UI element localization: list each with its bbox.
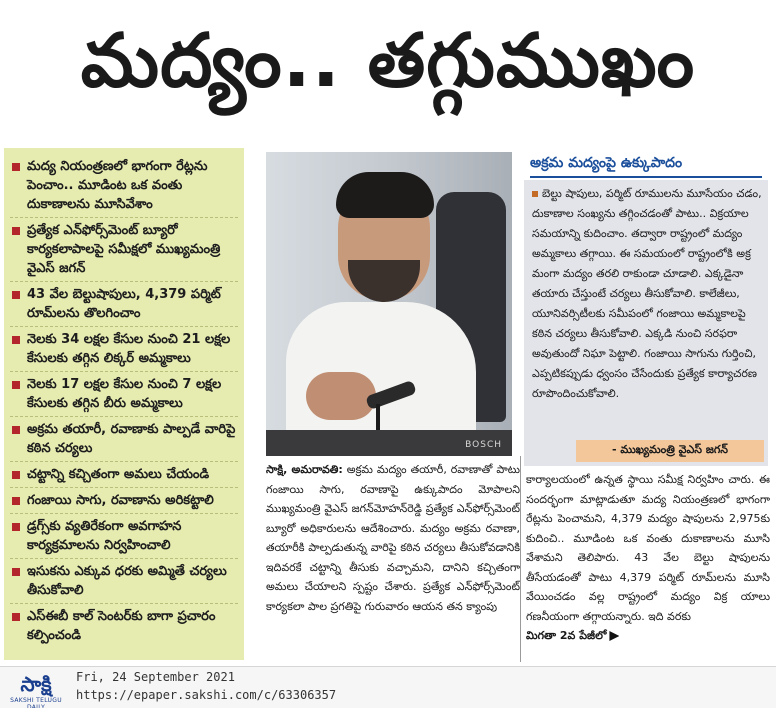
- bullet-icon: [12, 497, 20, 505]
- column-divider: [520, 456, 521, 662]
- highlight-item: [10, 604, 238, 648]
- bullet-icon: [12, 227, 20, 235]
- photo-hand: [306, 372, 376, 420]
- logo-wordmark: సాక్షి: [20, 672, 52, 696]
- sakshi-logo[interactable]: [4, 671, 68, 708]
- highlight-text: నెలకు 34 లక్షల కేసుల నుంచి 21 లక్షల కేసులకు తగ్గిన లిక్కర్ అమ్మకాలు: [27, 332, 231, 366]
- epaper-url[interactable]: https://epaper.sakshi.com/c/63306357: [76, 688, 337, 702]
- bullet-icon: [12, 523, 20, 531]
- highlight-text: డ్రగ్స్‌కు వ్యతిరేకంగా అవగాహన కార్యక్రమాలను నిర్వహించాలి: [27, 519, 182, 553]
- highlight-item: [10, 462, 238, 488]
- bullet-icon: [12, 613, 20, 621]
- continued-link[interactable]: [526, 626, 770, 646]
- continued-text: మిగతా 2వ పేజీలో: [526, 629, 607, 642]
- bullet-icon: [12, 291, 20, 299]
- highlight-item: [10, 372, 238, 417]
- highlight-item: [10, 488, 238, 514]
- bullet-icon: [12, 471, 20, 479]
- bullet-icon: [12, 381, 20, 389]
- arrow-right-icon: [609, 631, 619, 641]
- quote-signature: - ముఖ్యమంత్రి వైఎస్ జగన్: [611, 443, 729, 456]
- footer-bar: [0, 666, 776, 708]
- highlight-text: ప్రత్యేక ఎన్‌ఫోర్స్‌మెంట్ బ్యూరో కార్యకలాపాలపై సమీక్షలో ముఖ్యమంత్రి వైఎస్ జగన్: [27, 223, 221, 276]
- quote-body: బెల్టు షాపులు, పర్మిట్ రూములను మూసేయం చడం, దుకాణాల సంఖ్యను తగ్గించడంతో పాటు.. విక్రయాల సమయాన్ని కుదించాం. తద్వారా రాష్ట్రంలో మద్యం అమ్మకాలు తగ్గాయి. ఈ సమయంలో రాష్ట్రంలోకి అక్ర మంగా మద్యం తరలి రాకుండా చూడాలి. ఎక్కడైనా తయారు చేస్తుంటే చర్యలు తీసుకోవాలి. కాలేజీలు, యూనివర్సిటీలకు సమీపంలో గంజాయి అమ్మకాలపై కఠిన చర్యలు తీసుకోవాలి. ఎక్కడి నుంచి సరఫరా అవుతుందో నిఘా పెట్టాలి. గంజాయి సాగును గుర్తించి, ఎప్పటికప్పుడు ధ్వంసం చేసేందుకు ప్రత్యేక కార్యాచరణ రూపొందించుకోవాలి.: [532, 187, 762, 400]
- highlight-item: [10, 282, 238, 327]
- highlights-box: [4, 148, 244, 660]
- highlight-text: చట్టాన్ని కచ్చితంగా అమలు చేయండి: [27, 467, 210, 482]
- quote-signature-box: [576, 440, 764, 462]
- quote-title: అక్రమ మద్యంపై ఉక్కుపాదం: [530, 155, 683, 171]
- highlight-text: నెలకు 17 లక్షల కేసుల నుంచి 7 లక్షల కేసులకు తగ్గిన బీరు అమ్మకాలు: [27, 377, 222, 411]
- article-text-right: కార్యాలయంలో ఉన్నత స్థాయి సమీక్ష నిర్వహిం చారు. ఈ సందర్భంగా మాట్లాడుతూ మద్య నియంత్రణలో భాగంగా రేట్లను పెంచామని, 4,379 మద్యం షాపులను 2,975కు కుదించి.. మూడింట ఒక వంతు దుకాణాలను మూసి వేశామని తెలిపారు. 43 వేల బెల్టు షాపులను తీసేయడంతో పాటు 4,379 పర్మిట్ రూమ్‌లను మూసి వేయించడం వల్ల రాష్ట్రంలో మద్యం విక్ర యాలు గణనీయంగా తగ్గాయన్నారు. ఇది వరకు: [526, 473, 770, 623]
- highlight-text: ఇసుకను ఎక్కువ ధరకు అమ్మితే చర్యలు తీసుకోవాలి: [27, 564, 227, 598]
- article-column-middle: [266, 460, 520, 662]
- chief-minister-photo: [266, 152, 512, 456]
- highlight-item: [10, 417, 238, 462]
- highlight-text: గంజాయి సాగు, రవాణాను అరికట్టాలి: [27, 493, 214, 508]
- highlight-item: [10, 218, 238, 282]
- bullet-icon: [12, 426, 20, 434]
- highlight-text: మద్య నియంత్రణలో భాగంగా రేట్లను పెంచాం.. మూడింట ఒక వంతు దుకాణాలను మూసివేశాం: [27, 159, 208, 212]
- quote-heading: [530, 152, 762, 178]
- headline-banner: [0, 0, 776, 140]
- quote-text: [532, 184, 762, 404]
- highlight-text: అక్రమ తయారీ, రవాణాకు పాల్పడే వారిపై కఠిన చర్యలు: [27, 422, 236, 456]
- headline: మద్యం.. తగ్గుముఖం: [80, 18, 696, 104]
- square-bullet-icon: [532, 191, 538, 197]
- highlight-text: 43 వేల బెల్టుషాపులు, 4,379 పర్మిట్ రూమ్‌లను తొలగించాం: [27, 287, 221, 321]
- publication-date: Fri, 24 September 2021: [76, 670, 235, 684]
- highlight-item: [10, 327, 238, 372]
- highlight-item: [10, 514, 238, 559]
- dateline: సాక్షి, అమరావతి:: [266, 463, 343, 476]
- photo-hair: [336, 172, 434, 218]
- quote-box: [524, 180, 768, 466]
- photo-brand-text: BOSCH: [465, 440, 502, 450]
- highlight-item: [10, 559, 238, 604]
- logo-subtitle: SAKSHI TELUGU DAILY: [10, 697, 62, 708]
- bullet-icon: [12, 336, 20, 344]
- article-column-right: [526, 470, 770, 662]
- highlight-text: ఎస్‌ఈబీ కాల్ సెంటర్‌కు బాగా ప్రచారం కల్పించండి: [27, 609, 216, 643]
- bullet-icon: [12, 568, 20, 576]
- bullet-icon: [12, 163, 20, 171]
- article-text-middle: అక్రమ మద్యం తయారీ, రవాణాతో పాటు గంజాయి సాగు, రవాణాపై ఉక్కుపాదం మోపాలని ముఖ్యమంత్రి వైఎస్ జగన్‌మోహన్‌రెడ్డి ప్రత్యేక ఎన్‌ఫోర్స్‌మెంట్ బ్యూరో అధికారులను ఆదేశించారు. మద్యం అక్రమ రవాణా, తయారీకి పాల్పడుతున్న వారిపై కఠిన చర్యలు తీసుకోవడానికి ఇదివరకే చట్టాన్ని తీసుకు వచ్చామని, దానిని కచ్చితంగా అమలు చేయాలని స్పష్టం చేశారు. ప్రత్యేక ఎన్‌ఫోర్స్‌మెంట్ కార్యకలా పాల ప్రగతిపై గురువారం ఆయన తన క్యాంపు: [266, 463, 520, 613]
- highlight-item: [10, 154, 238, 218]
